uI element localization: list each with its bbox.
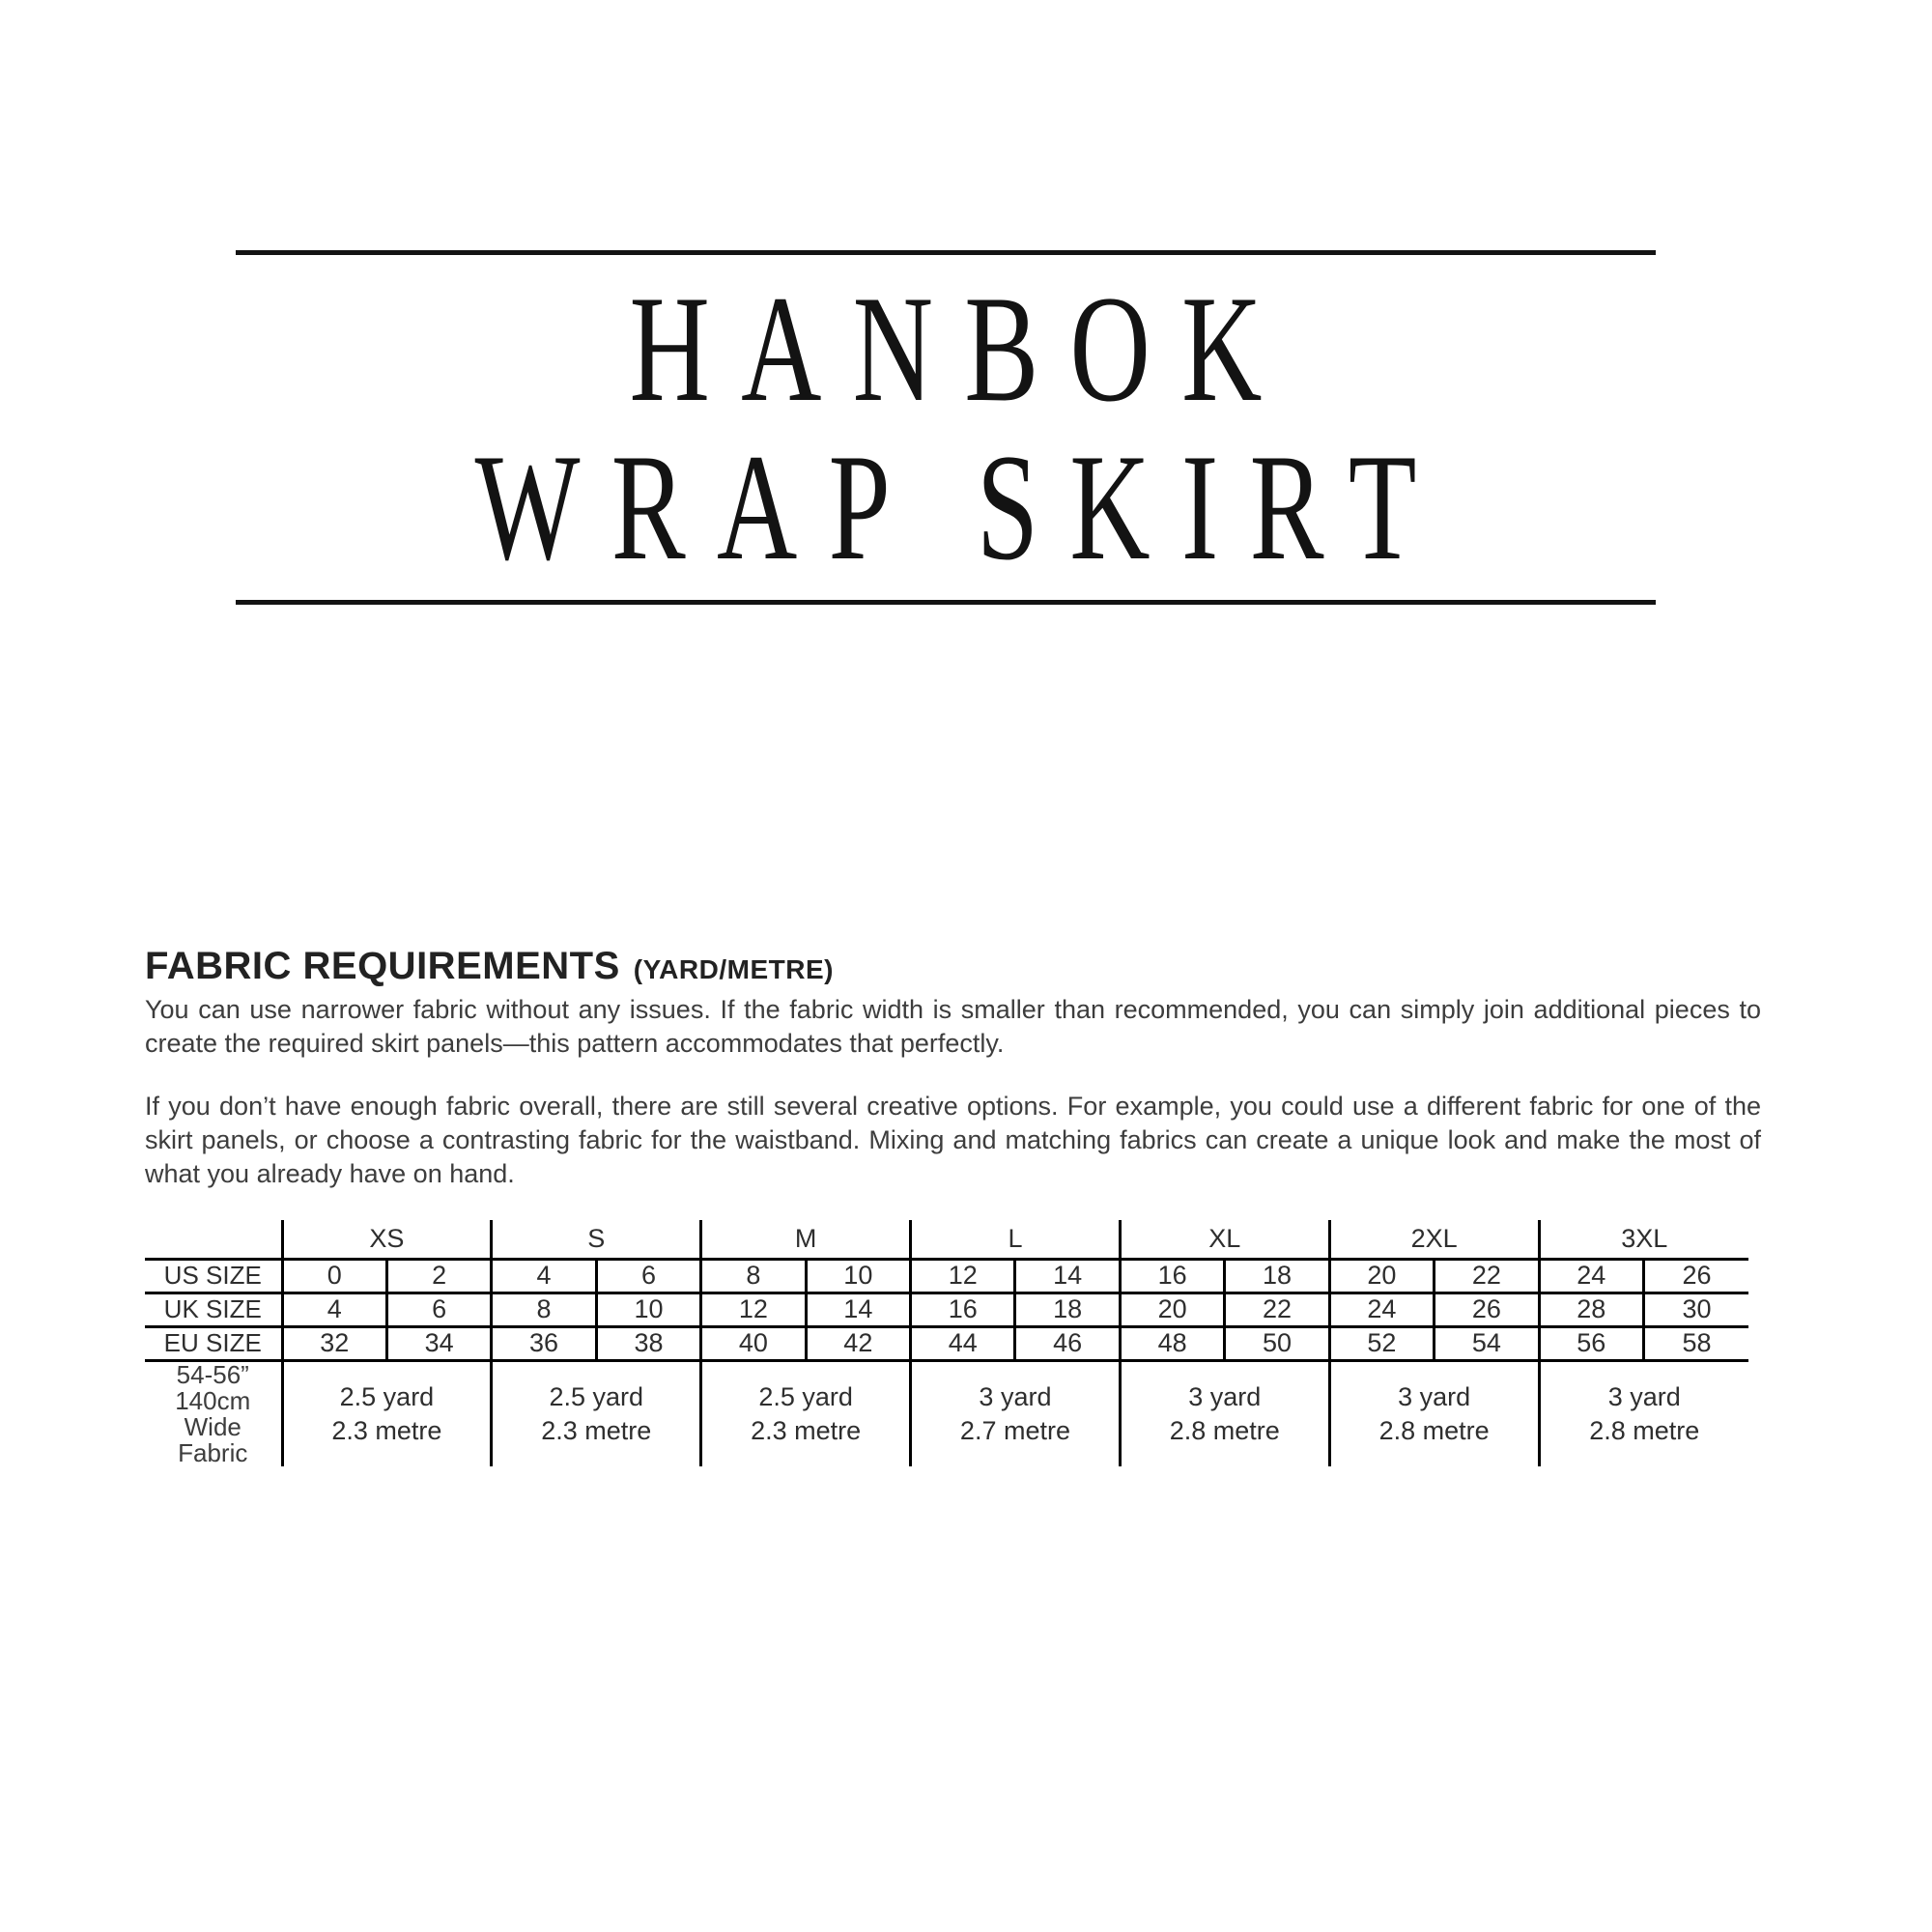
section-heading-text: FABRIC REQUIREMENTS (145, 945, 620, 987)
size-cell: 10 (806, 1259, 910, 1293)
fabric-amount-yard: 2.5 yard (549, 1381, 644, 1411)
fabric-amount-yard: 3 yard (1607, 1381, 1681, 1411)
page-title-line1: HANBOK (629, 265, 1293, 434)
fabric-amount-xs (282, 1360, 492, 1466)
size-cell: 42 (806, 1326, 910, 1360)
fabric-width-word: Fabric (178, 1437, 248, 1467)
fabric-amount-yard: 3 yard (979, 1381, 1052, 1411)
size-cell: 38 (596, 1326, 700, 1360)
fabric-amount-yard: 2.5 yard (339, 1381, 435, 1411)
size-cell: 16 (1120, 1259, 1224, 1293)
fabric-paragraph-2: If you don’t have enough fabric overall, there are still several creative options. For example, you could use a different fabric for one of the skirt panels, or choose a contrasting fabric for the waistband. Mixing and matching fabrics can create a unique look and make the most of what you already have on hand. (145, 1092, 1761, 1188)
size-cell: 48 (1120, 1326, 1224, 1360)
size-cell: 30 (1643, 1293, 1748, 1326)
size-cell: 12 (911, 1259, 1015, 1293)
size-cell: 58 (1643, 1326, 1748, 1360)
size-cell: 12 (701, 1293, 806, 1326)
fabric-amount-2xl (1329, 1360, 1539, 1466)
uk-size-row (145, 1293, 1748, 1326)
fabric-amount-m (701, 1360, 911, 1466)
size-cell: 20 (1329, 1259, 1434, 1293)
size-cell: 22 (1435, 1259, 1539, 1293)
size-group-header-row (145, 1220, 1748, 1259)
fabric-amount-metre: 2.8 metre (1378, 1415, 1490, 1445)
size-cell: 6 (386, 1293, 491, 1326)
row-label-fabric-width (145, 1360, 282, 1466)
size-cell: 8 (492, 1293, 596, 1326)
size-cell: 6 (596, 1259, 700, 1293)
size-group-header-l: L (911, 1220, 1121, 1259)
page-title (427, 265, 1463, 592)
page-title-line2: WRAP SKIRT (474, 423, 1448, 592)
size-cell: 20 (1120, 1293, 1224, 1326)
size-cell: 34 (386, 1326, 491, 1360)
fabric-amount-metre: 2.3 metre (541, 1415, 652, 1445)
size-cell: 56 (1539, 1326, 1643, 1360)
size-cell: 32 (282, 1326, 386, 1360)
fabric-width-inches: 54-56” (176, 1359, 249, 1389)
fabric-requirements-heading (145, 947, 1787, 985)
fabric-amount-yard: 2.5 yard (758, 1381, 853, 1411)
size-cell: 18 (1225, 1259, 1329, 1293)
size-cell: 16 (911, 1293, 1015, 1326)
us-size-row (145, 1259, 1748, 1293)
size-cell: 18 (1015, 1293, 1120, 1326)
fabric-amount-metre: 2.8 metre (1589, 1415, 1700, 1445)
size-table-corner-cell (145, 1220, 282, 1259)
eu-size-row (145, 1326, 1748, 1360)
fabric-amount-metre: 2.7 metre (959, 1415, 1070, 1445)
size-cell: 26 (1435, 1293, 1539, 1326)
size-cell: 2 (386, 1259, 491, 1293)
size-cell: 4 (282, 1293, 386, 1326)
fabric-paragraph-1: You can use narrower fabric without any issues. If the fabric width is smaller than recommended, you can simply join additional pieces to create the required skirt panels—this pattern accommodates that perfectly. (145, 995, 1761, 1058)
row-label-uk-size: UK SIZE (145, 1293, 282, 1326)
fabric-amount-l (911, 1360, 1121, 1466)
size-cell: 52 (1329, 1326, 1434, 1360)
size-group-header-m: M (701, 1220, 911, 1259)
size-cell: 24 (1329, 1293, 1434, 1326)
size-cell: 46 (1015, 1326, 1120, 1360)
size-cell: 26 (1643, 1259, 1748, 1293)
fabric-amount-s (492, 1360, 701, 1466)
size-group-header-2xl: 2XL (1329, 1220, 1539, 1259)
fabric-requirement-row (145, 1360, 1748, 1466)
size-cell: 8 (701, 1259, 806, 1293)
size-cell: 0 (282, 1259, 386, 1293)
title-top-rule (236, 250, 1656, 255)
size-cell: 10 (596, 1293, 700, 1326)
size-cell: 24 (1539, 1259, 1643, 1293)
size-group-header-xl: XL (1120, 1220, 1329, 1259)
fabric-amount-yard: 3 yard (1188, 1381, 1262, 1411)
fabric-amount-metre: 2.8 metre (1169, 1415, 1280, 1445)
size-group-header-3xl: 3XL (1539, 1220, 1748, 1259)
size-cell: 28 (1539, 1293, 1643, 1326)
fabric-amount-yard: 3 yard (1398, 1381, 1471, 1411)
fabric-width-cm: 140cm Wide (175, 1385, 251, 1441)
row-label-us-size: US SIZE (145, 1259, 282, 1293)
size-cell: 36 (492, 1326, 596, 1360)
size-group-header-xs: XS (282, 1220, 492, 1259)
size-cell: 14 (806, 1293, 910, 1326)
size-group-header-s: S (492, 1220, 701, 1259)
fabric-amount-xl (1120, 1360, 1329, 1466)
size-cell: 40 (701, 1326, 806, 1360)
fabric-amount-metre: 2.3 metre (751, 1415, 862, 1445)
size-cell: 4 (492, 1259, 596, 1293)
title-bottom-rule (236, 600, 1656, 605)
fabric-amount-metre: 2.3 metre (331, 1415, 442, 1445)
size-cell: 54 (1435, 1326, 1539, 1360)
fabric-amount-3xl (1539, 1360, 1748, 1466)
size-table (145, 1220, 1748, 1466)
section-heading-unit-note: (YARD/METRE) (633, 954, 834, 984)
size-cell: 22 (1225, 1293, 1329, 1326)
row-label-eu-size: EU SIZE (145, 1326, 282, 1360)
size-cell: 14 (1015, 1259, 1120, 1293)
size-cell: 44 (911, 1326, 1015, 1360)
size-cell: 50 (1225, 1326, 1329, 1360)
